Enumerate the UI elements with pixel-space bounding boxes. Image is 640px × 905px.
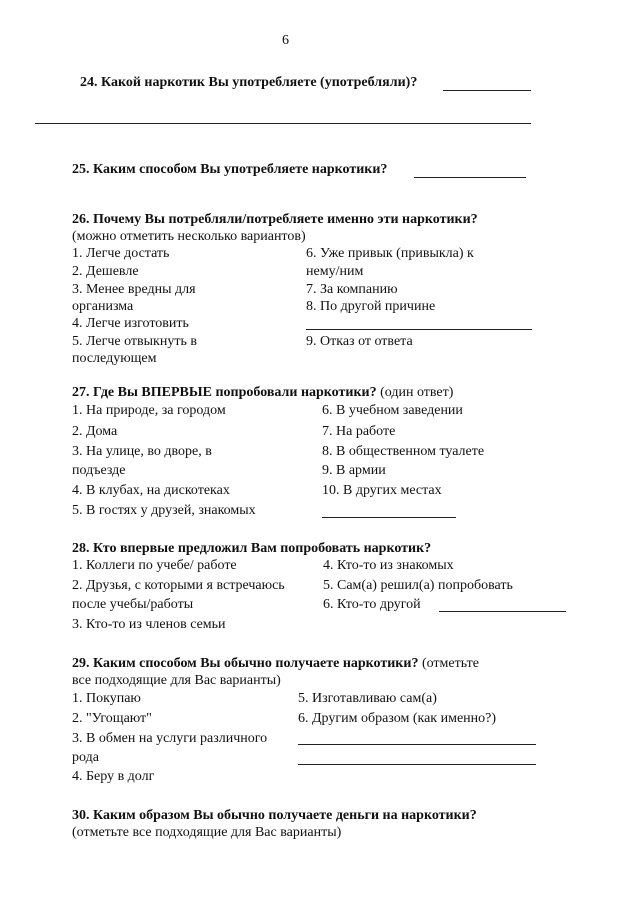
q26-option-1[interactable]: 1. Легче достать xyxy=(72,246,170,261)
q29-option-1[interactable]: 1. Покупаю xyxy=(72,691,141,706)
q27-other-answer-line[interactable] xyxy=(322,517,456,518)
q27-title: 27. Где Вы ВПЕРВЫЕ попробовали наркотики? xyxy=(72,385,377,400)
q29-option-5[interactable]: 5. Изготавливаю сам(а) xyxy=(298,691,437,706)
q26-option-4[interactable]: 4. Легче изготовить xyxy=(72,316,189,331)
q27-option-4[interactable]: 4. В клубах, на дискотеках xyxy=(72,483,230,498)
q29-option-6[interactable]: 6. Другим образом (как именно?) xyxy=(298,711,497,726)
page-number: 6 xyxy=(282,33,289,48)
q27-title-row xyxy=(72,385,453,401)
q27-option-1[interactable]: 1. На природе, за городом xyxy=(72,403,226,418)
q28-option-6[interactable]: 6. Кто-то другой xyxy=(323,597,421,612)
q26-option-6[interactable]: 6. Уже привык (привыкла) к xyxy=(306,246,474,261)
q28-option-2[interactable]: 2. Друзья, с которыми я встречаюсь xyxy=(72,578,285,593)
q26-option-7[interactable]: 7. За компанию xyxy=(306,282,398,297)
q25-answer-line[interactable] xyxy=(414,177,526,178)
q28-option-5[interactable]: 5. Сам(а) решил(а) попробовать xyxy=(323,578,513,593)
q26-other-answer-line[interactable] xyxy=(306,329,532,330)
q27-option-3-cont: подъезде xyxy=(72,463,126,478)
q29-other-answer-line-2[interactable] xyxy=(298,764,536,765)
q26-option-9[interactable]: 9. Отказ от ответа xyxy=(306,334,413,349)
q26-option-3[interactable]: 3. Менее вредны для xyxy=(72,282,196,297)
q26-option-5[interactable]: 5. Легче отвыкнуть в xyxy=(72,334,197,349)
q26-option-8[interactable]: 8. По другой причине xyxy=(306,299,436,314)
q29-title: 29. Каким способом Вы обычно получаете наркотики? xyxy=(72,656,419,671)
q27-option-3[interactable]: 3. На улице, во дворе, в xyxy=(72,444,212,459)
q27-option-9[interactable]: 9. В армии xyxy=(322,463,386,478)
q27-option-5[interactable]: 5. В гостях у друзей, знакомых xyxy=(72,503,256,518)
q30-note: (отметьте все подходящие для Вас варианты) xyxy=(72,825,342,840)
q29-note: (отметьте xyxy=(418,656,479,671)
q28-other-answer-line[interactable] xyxy=(439,611,566,612)
q26-title: 26. Почему Вы потребляли/потребляете именно эти наркотики? xyxy=(72,212,478,227)
q28-title: 28. Кто впервые предложил Вам попробовать наркотик? xyxy=(72,541,432,556)
q26-option-5-cont: последующем xyxy=(72,351,157,366)
q29-title-row xyxy=(72,656,479,672)
q28-option-1[interactable]: 1. Коллеги по учебе/ работе xyxy=(72,558,237,573)
q29-option-4[interactable]: 4. Беру в долг xyxy=(72,769,155,784)
q25-title: 25. Каким способом Вы употребляете наркотики? xyxy=(72,162,388,177)
q29-option-2[interactable]: 2. "Угощают" xyxy=(72,711,152,726)
q26-option-6-cont: нему/ним xyxy=(306,264,364,279)
q29-other-answer-line[interactable] xyxy=(298,744,536,745)
q27-option-10[interactable]: 10. В других местах xyxy=(322,483,442,498)
q26-option-3-cont: организма xyxy=(72,299,134,314)
q24-title: 24. Какой наркотик Вы употребляете (употребляли)? xyxy=(80,75,418,90)
q28-option-3[interactable]: 3. Кто-то из членов семьи xyxy=(72,617,226,632)
q24-answer-line[interactable] xyxy=(443,90,531,91)
q29-option-3-cont: рода xyxy=(72,750,99,765)
q27-option-6[interactable]: 6. В учебном заведении xyxy=(322,403,463,418)
q27-note: (один ответ) xyxy=(376,385,454,400)
q29-option-3[interactable]: 3. В обмен на услуги различного xyxy=(72,731,268,746)
q27-option-8[interactable]: 8. В общественном туалете xyxy=(322,444,485,459)
q24-answer-line-2[interactable] xyxy=(35,123,531,124)
q26-note: (можно отметить несколько вариантов) xyxy=(72,229,306,244)
q30-title: 30. Каким образом Вы обычно получаете деньги на наркотики? xyxy=(72,808,477,823)
q28-option-2-cont: после учебы/работы xyxy=(72,597,194,612)
q26-option-2[interactable]: 2. Дешевле xyxy=(72,264,139,279)
q29-note-cont: все подходящие для Вас варианты) xyxy=(72,673,281,688)
q27-option-7[interactable]: 7. На работе xyxy=(322,424,396,439)
q27-option-2[interactable]: 2. Дома xyxy=(72,424,118,439)
q28-option-4[interactable]: 4. Кто-то из знакомых xyxy=(323,558,454,573)
